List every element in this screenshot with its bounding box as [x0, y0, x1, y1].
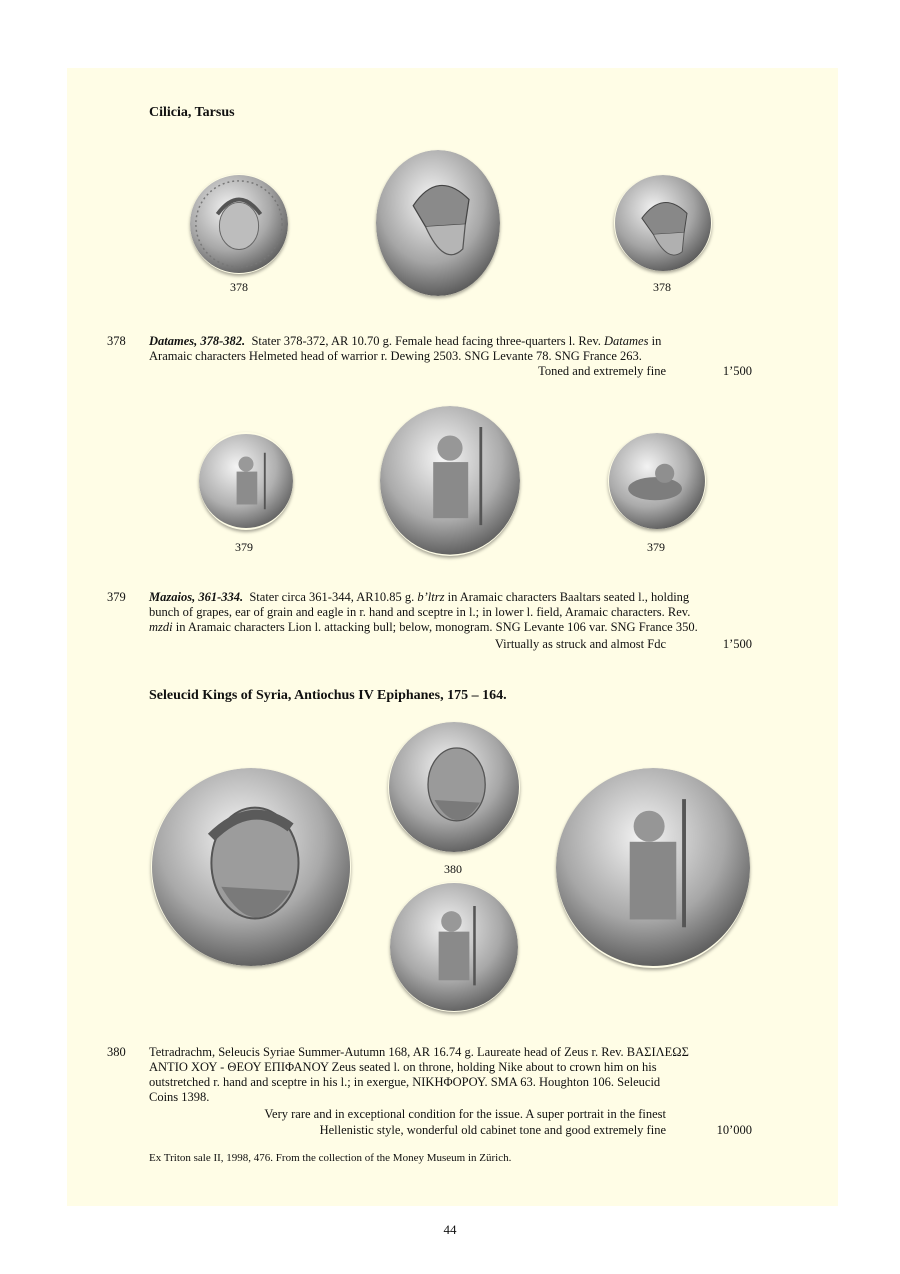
coin-caption: 378: [653, 280, 671, 294]
coin-380-obverse-small: [388, 722, 520, 852]
zeus-head-coin-icon: [151, 768, 351, 966]
section-heading-seleucid: Seleucid Kings of Syria, Antiochus IV Epiphanes, 175 – 164.: [149, 688, 507, 703]
lot-grade: Very rare and in exceptional condition for the issue. A super portrait in the finest: [264, 1107, 666, 1121]
coin-379-obverse-large: [380, 406, 520, 556]
lot-price: 10’000: [716, 1123, 752, 1137]
lot-description: Mazaios, 361-334. Stater circa 361-344, AR10.85 g. b’ltrz in Aramaic characters Baaltars seated l., holding bunch of grapes, ear of grain and eagle in r. hand and sceptre in l.; in lower l. field, Aramaic characters. Rev. mzdi in Aramaic characters Lion l. attacking bull; below, monogram. SNG Levante 106 var. SNG France 350.: [149, 590, 698, 634]
lot-price: 1’500: [722, 637, 752, 651]
lot-title: Datames, 378-382.: [149, 334, 246, 348]
lot-provenance: Ex Triton sale II, 1998, 476. From the collection of the Money Museum in Zürich.: [149, 1152, 512, 1164]
lot-number: 378: [107, 334, 126, 348]
coin-378-obverse-small: [190, 174, 288, 274]
coin-caption: 380: [444, 862, 462, 876]
zeus-enthroned-coin-icon: [390, 882, 518, 1012]
coin-380-reverse-large: [556, 768, 750, 968]
coin-380-reverse-small: [390, 882, 518, 1012]
seated-baaltars-coin-icon: [199, 432, 293, 530]
coin-caption: 379: [647, 540, 665, 554]
coin-379-reverse-small: [608, 433, 706, 529]
lot-number: 380: [107, 1045, 126, 1059]
lot-price: 1’500: [722, 364, 752, 378]
lot-number: 379: [107, 590, 126, 604]
lot-description: Tetradrachm, Seleucis Syriae Summer-Autumn 168, AR 16.74 g. Laureate head of Zeus r. Rev. ΒΑΣΙΛΕΩΣ ΑΝΤΙΟ ΧΟΥ - ΘΕΟΥ ΕΠΙΦΑΝΟΥ Zeus seated l. on throne, holding Nike about to crown him on his outstretched r. hand and sceptre in his l.; in exergue, ΝΙΚΗΦΟΡΟΥ. SMA 63. Houghton 106. Seleucid Coins 1398.: [149, 1045, 689, 1104]
coin-379-obverse-small: [199, 432, 293, 530]
lot-title: Mazaios, 361-334.: [149, 590, 244, 604]
female-head-coin-icon: [190, 174, 288, 274]
zeus-head-coin-icon: [388, 722, 520, 852]
coin-378-reverse-large: [376, 150, 500, 296]
zeus-enthroned-coin-icon: [556, 768, 750, 968]
page-number: 44: [443, 1222, 457, 1237]
helmeted-warrior-coin-icon: [376, 150, 500, 296]
section-heading-tarsus: Cilicia, Tarsus: [149, 105, 235, 120]
coin-378-reverse-small: [614, 175, 712, 271]
lot-grade: Virtually as struck and almost Fdc: [494, 637, 666, 651]
coin-caption: 378: [230, 280, 248, 294]
lot-grade: Toned and extremely fine: [538, 364, 666, 378]
helmeted-warrior-coin-icon: [614, 175, 712, 271]
seated-baaltars-coin-icon: [380, 406, 520, 556]
coin-caption: 379: [235, 540, 253, 554]
lot-grade: Hellenistic style, wonderful old cabinet tone and good extremely fine: [319, 1123, 666, 1137]
lion-attacking-bull-coin-icon: [608, 433, 706, 529]
lot-description: Datames, 378-382. Stater 378-372, AR 10.70 g. Female head facing three-quarters l. Rev. Datames in Aramaic characters Helmeted head of warrior r. Dewing 2503. SNG Levante 78. SNG France 263.: [149, 334, 662, 363]
coin-380-obverse-large: [151, 768, 351, 966]
